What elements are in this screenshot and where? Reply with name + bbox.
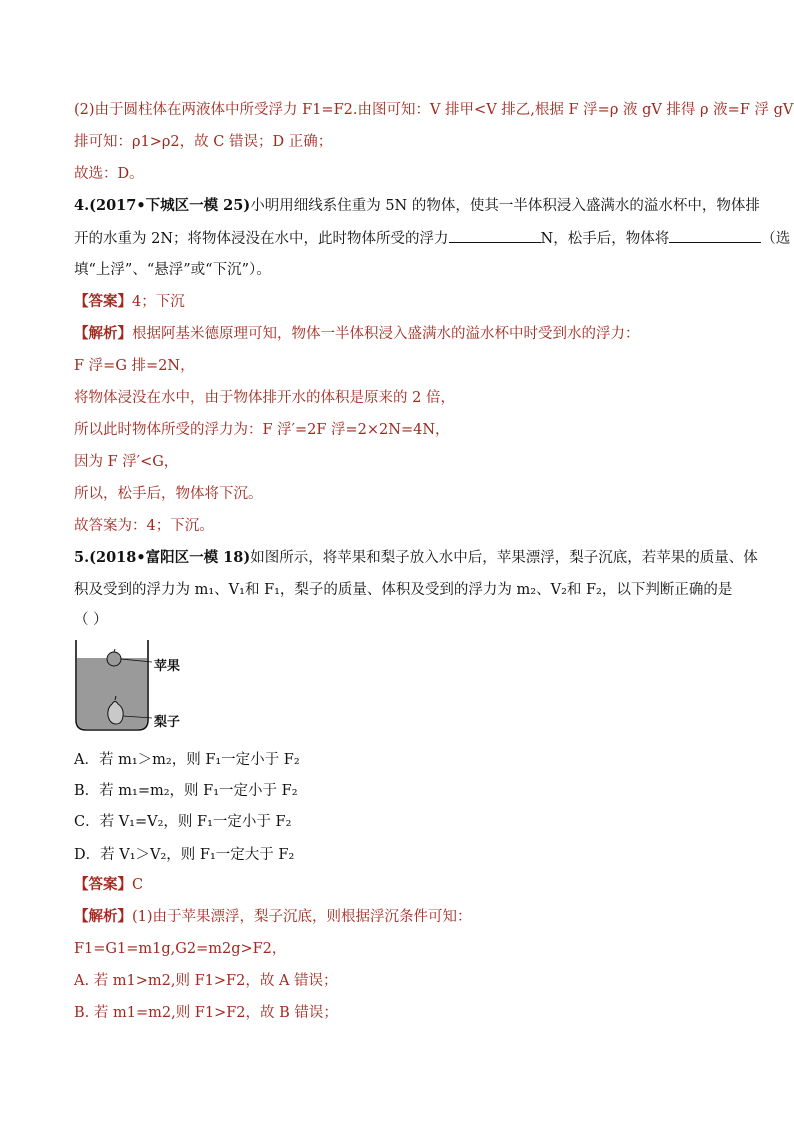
option-d[interactable]: D．若 V₁＞V₂，则 F₁一定大于 F₂ xyxy=(74,847,295,863)
question-5-answer xyxy=(74,875,143,895)
question-4-number: 4. xyxy=(74,197,90,214)
question-4-analysis-2: F 浮=G 排=2N， xyxy=(74,358,195,374)
answer-value: 4；下沉 xyxy=(132,294,185,310)
question-5-analysis-2: F1=G1=m1g,G2=m2g>F2， xyxy=(74,941,287,957)
analysis-text: (1)由于苹果漂浮，梨子沉底，则根据浮沉条件可知： xyxy=(132,909,472,925)
question-5-line-1 xyxy=(74,548,758,568)
question-4-source: (2017•下城区一模 25) xyxy=(89,197,251,214)
analysis-tag: 【解析】 xyxy=(74,908,132,925)
question-4-line-1 xyxy=(74,196,760,216)
solution-line-3: 故选：D。 xyxy=(74,166,144,182)
question-4-text-b3: （选 xyxy=(761,231,791,247)
pear-label: 梨子 xyxy=(154,715,181,730)
beaker-figure xyxy=(74,638,194,734)
analysis-text: 根据阿基米德原理可知，物体一半体积浸入盛满水的溢水杯中时受到水的浮力： xyxy=(132,326,640,342)
answer-tag: 【答案】 xyxy=(74,876,132,893)
question-5-source: (2018•富阳区一模 18) xyxy=(89,549,251,566)
analysis-tag: 【解析】 xyxy=(74,325,132,342)
answer-blank-2[interactable] xyxy=(669,228,761,243)
question-5-line-2: 积及受到的浮力为 m₁、V₁和 F₁，梨子的质量、体积及受到的浮力为 m₂、V₂和 F₂，以下判断正确的是 xyxy=(74,582,733,598)
question-4-text-b1: 开的水重为 2N；将物体浸没在水中，此时物体所受的浮力 xyxy=(74,231,449,247)
question-4-analysis-3: 将物体浸没在水中，由于物体排开水的体积是原来的 2 倍， xyxy=(74,390,455,406)
option-b[interactable]: B．若 m₁=m₂，则 F₁一定小于 F₂ xyxy=(74,783,298,799)
question-4-line-2 xyxy=(74,228,790,249)
question-4-answer xyxy=(74,292,185,312)
question-5-analysis-4: B. 若 m1=m2,则 F1>F2，故 B 错误； xyxy=(74,1005,338,1021)
question-5-text: 如图所示，将苹果和梨子放入水中后，苹果漂浮，梨子沉底，若苹果的质量、体 xyxy=(250,550,758,566)
question-4-line-3: 填“上浮”、“悬浮”或“下沉”）。 xyxy=(74,262,271,278)
question-4-analysis-4: 所以此时物体所受的浮力为：F 浮′=2F 浮=2×2N=4N， xyxy=(74,422,450,438)
answer-blank-1[interactable] xyxy=(449,228,541,243)
answer-tag: 【答案】 xyxy=(74,293,132,310)
option-a[interactable]: A．若 m₁＞m₂，则 F₁一定小于 F₂ xyxy=(74,752,300,768)
question-4-analysis-7: 故答案为：4；下沉。 xyxy=(74,518,214,534)
question-5-paren: （ ） xyxy=(74,612,108,628)
question-4-text: 小明用细线系住重为 5N 的物体，使其一半体积浸入盛满水的溢水杯中，物体排 xyxy=(250,198,760,214)
option-c[interactable]: C．若 V₁=V₂，则 F₁一定小于 F₂ xyxy=(74,814,292,830)
question-5-analysis-3: A. 若 m1>m2,则 F1>F2，故 A 错误； xyxy=(74,973,338,989)
question-4-analysis-1 xyxy=(74,324,640,344)
apple-label: 苹果 xyxy=(154,659,181,674)
question-5-number: 5. xyxy=(74,549,90,566)
question-5-analysis-1 xyxy=(74,907,472,927)
question-4-analysis-6: 所以，松手后，物体将下沉。 xyxy=(74,486,263,502)
question-4-text-b2: N，松手后，物体将 xyxy=(540,231,670,247)
question-4-analysis-5: 因为 F 浮′<G， xyxy=(74,454,179,470)
solution-line-2: 排可知：ρ1>ρ2，故 C 错误；D 正确； xyxy=(74,134,333,150)
apple-icon xyxy=(107,649,121,666)
solution-line-1: (2)由于圆柱体在两液体中所受浮力 F1=F2.由图可知：V 排甲<V 排乙,根据 F 浮=ρ 液 gV 排得 ρ 液=F 浮 gV xyxy=(74,102,794,118)
answer-value: C xyxy=(132,877,144,893)
